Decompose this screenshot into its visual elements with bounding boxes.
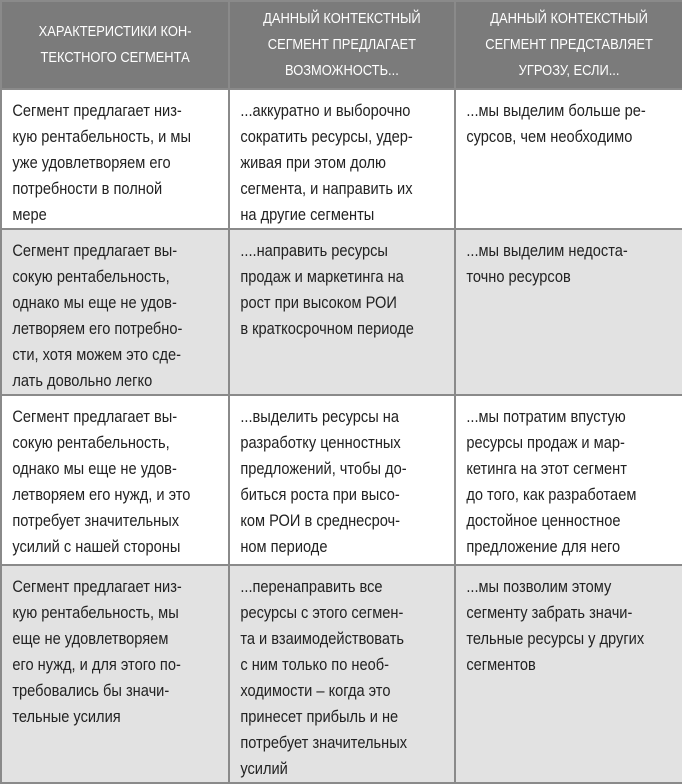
cell-text: ...аккуратно и выборочно сократить ресурсы, удер- живая при этом долю сегмента, и направить их на другие сегменты	[240, 101, 413, 224]
header-threat	[455, 1, 682, 89]
cell-characteristics	[1, 89, 229, 229]
cell-opportunity	[229, 229, 455, 395]
cell-text: Сегмент предлагает вы- сокую рентабельность, однако мы еще не удов- летворяем его потребно- сти, хотя можем это сде- лать довольно легко	[12, 241, 183, 390]
header-characteristics	[1, 1, 229, 89]
cell-characteristics	[1, 565, 229, 783]
cell-text: ...мы выделим больше ре- сурсов, чем необходимо	[466, 101, 646, 146]
cell-text: Сегмент предлагает вы- сокую рентабельность, однако мы еще не удов- летворяем его нужд, и это потребует значительных усилий с нашей стороны	[12, 407, 191, 556]
cell-threat	[455, 395, 682, 565]
cell-opportunity	[229, 89, 455, 229]
cell-threat	[455, 89, 682, 229]
cell-text: ....направить ресурсы продаж и маркетинга на рост при высоком РОИ в краткосрочном периоде	[240, 241, 414, 338]
cell-text: ...мы выделим недоста- точно ресурсов	[466, 241, 628, 286]
cell-text: ...мы потратим впустую ресурсы продаж и мар- кетинга на этот сегмент до того, как разработаем достойное ценностное предложение для него	[466, 407, 637, 556]
table-row	[1, 229, 682, 395]
header-row	[1, 1, 682, 89]
cell-threat	[455, 229, 682, 395]
cell-text: Сегмент предлагает низ- кую рентабельность, и мы уже удовлетворяем его потребности в полной мере	[12, 101, 191, 224]
header-text: ХАРАКТЕРИСТИКИ КОН- ТЕКСТНОГО СЕГМЕНТА	[38, 23, 192, 66]
header-text: ДАННЫЙ КОНТЕКСТНЫЙ СЕГМЕНТ ПРЕДЛАГАЕТ ВОЗМОЖНОСТЬ...	[263, 10, 421, 79]
cell-text: ...перенаправить все ресурсы с этого сегмен- та и взаимодействовать с ним только по необ- ходимости – когда это принесет прибыль и не потребует значительных усилий	[240, 577, 408, 778]
cell-characteristics	[1, 229, 229, 395]
cell-text: ...мы позволим этому сегменту забрать значи- тельные ресурсы у других сегментов	[466, 577, 645, 674]
cell-threat	[455, 565, 682, 783]
header-text: ДАННЫЙ КОНТЕКСТНЫЙ СЕГМЕНТ ПРЕДСТАВЛЯЕТ УГРОЗУ, ЕСЛИ...	[485, 10, 653, 79]
table-row	[1, 89, 682, 229]
header-opportunity	[229, 1, 455, 89]
cell-text: ...выделить ресурсы на разработку ценностных предложений, чтобы до- биться роста при высо- ком РОИ в среднесроч- ном периоде	[240, 407, 407, 556]
cell-text: Сегмент предлагает низ- кую рентабельность, мы еще не удовлетворяем его нужд, и для этого по- требовались бы значи- тельные усилия	[12, 577, 182, 726]
cell-characteristics	[1, 395, 229, 565]
cell-opportunity	[229, 565, 455, 783]
table-row	[1, 395, 682, 565]
table-row	[1, 565, 682, 783]
cell-opportunity	[229, 395, 455, 565]
